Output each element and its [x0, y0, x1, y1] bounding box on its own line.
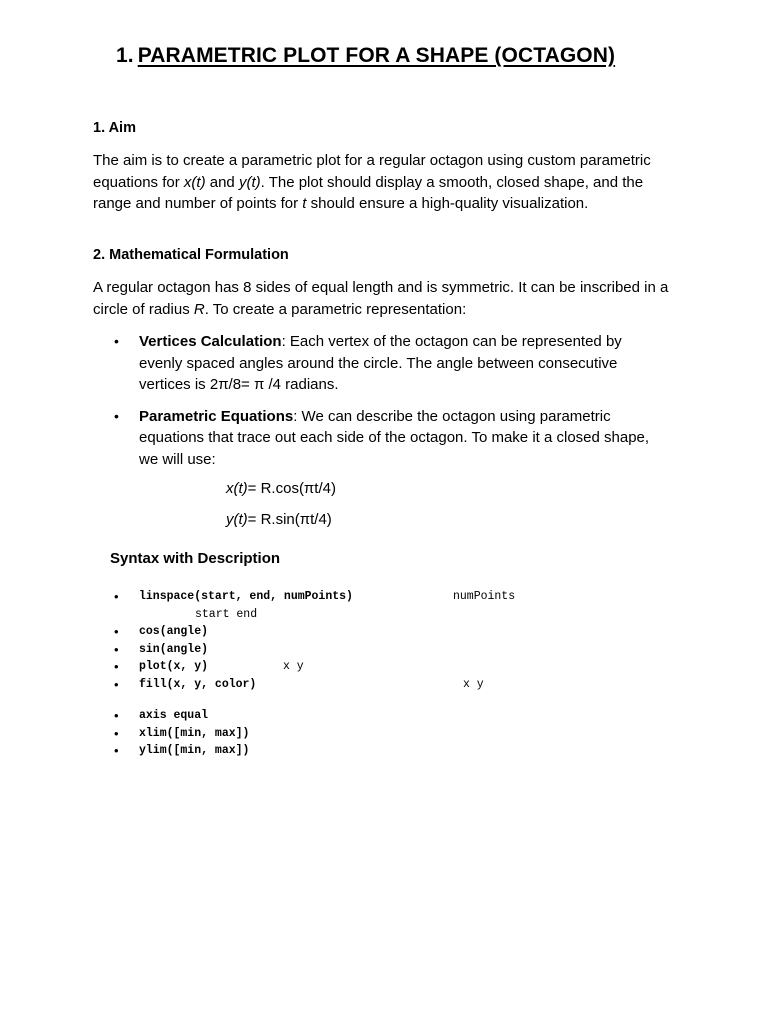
- aim-text-4: should ensure a high-quality visualization.: [306, 195, 589, 212]
- syntax-list-1: [114, 588, 516, 693]
- list-item: [114, 658, 353, 676]
- code-note: start end: [195, 607, 258, 621]
- aim-heading: 1. Aim: [93, 120, 136, 136]
- equation-x-lhs: x(t): [226, 480, 248, 497]
- aim-t: t: [302, 195, 307, 212]
- math-text-1: A regular octagon has 8 sides of equal length and is symmetric. It can be inscribed in a circle of radius: [93, 279, 669, 318]
- title-text: PARAMETRIC PLOT FOR A SHAPE (OCTAGON): [137, 44, 616, 67]
- code-text: cos(angle): [139, 625, 209, 638]
- math-heading: 2. Mathematical Formulation: [93, 247, 289, 263]
- syntax-heading: Syntax with Description: [110, 550, 281, 567]
- code-note: x y: [463, 677, 484, 691]
- list-item: [114, 331, 654, 396]
- list-item: [114, 725, 249, 743]
- code-text: ylim([min, max]): [139, 744, 250, 757]
- aim-text-2: and: [205, 173, 239, 191]
- code-note: numPoints: [453, 590, 516, 603]
- equation-x-rhs: = R.cos(πt/4): [247, 480, 336, 497]
- list-item-continuation: [114, 606, 353, 624]
- bullet-label: Vertices Calculation: [139, 333, 282, 350]
- title-number: 1.: [116, 44, 134, 67]
- list-item: [114, 641, 353, 659]
- bullet-text: : We can describe the octagon using parametric equations that trace out each side of the octagon. To make it a closed shape, we will use:: [139, 407, 650, 468]
- equation-y-lhs: y(t): [226, 511, 248, 528]
- code-note: x y: [283, 660, 304, 673]
- code-text: xlim([min, max]): [139, 726, 250, 740]
- code-text: sin(angle): [139, 642, 209, 656]
- code-text: linspace(start, end, numPoints): [139, 590, 353, 603]
- math-bullet-list: [114, 331, 654, 480]
- math-text-2: . To create a parametric representation:: [204, 300, 467, 318]
- equation-y: [226, 511, 332, 528]
- aim-xt: x(t): [183, 173, 206, 191]
- list-item: [114, 676, 484, 694]
- list-item: [114, 406, 654, 471]
- list-item: [114, 707, 249, 725]
- aim-text-1: The aim is to create a parametric plot for a regular octagon using custom parametric equations for: [93, 152, 651, 191]
- equation-x: [226, 480, 336, 497]
- code-text: axis equal: [139, 709, 209, 722]
- aim-yt: y(t): [238, 173, 261, 191]
- aim-text-3: . The plot should display a smooth, closed shape, and the range and number of points for: [93, 173, 644, 212]
- bullet-text: : Each vertex of the octagon can be represented by evenly spaced angles around the circle. The angle between consecutive vertices is 2π/8= π /4 radians.: [139, 333, 622, 393]
- bullet-label: Parametric Equations: [139, 407, 294, 425]
- code-text: plot(x, y): [139, 660, 209, 673]
- math-paragraph: [93, 277, 678, 320]
- list-item: [114, 588, 516, 606]
- aim-paragraph: [93, 150, 678, 215]
- math-r: R: [193, 300, 205, 318]
- list-item: [114, 623, 353, 641]
- list-item: [114, 742, 249, 760]
- syntax-list-2: [114, 707, 249, 760]
- code-text: fill(x, y, color): [139, 677, 257, 691]
- page-title: [116, 44, 615, 68]
- equation-y-rhs: = R.sin(πt/4): [247, 511, 332, 528]
